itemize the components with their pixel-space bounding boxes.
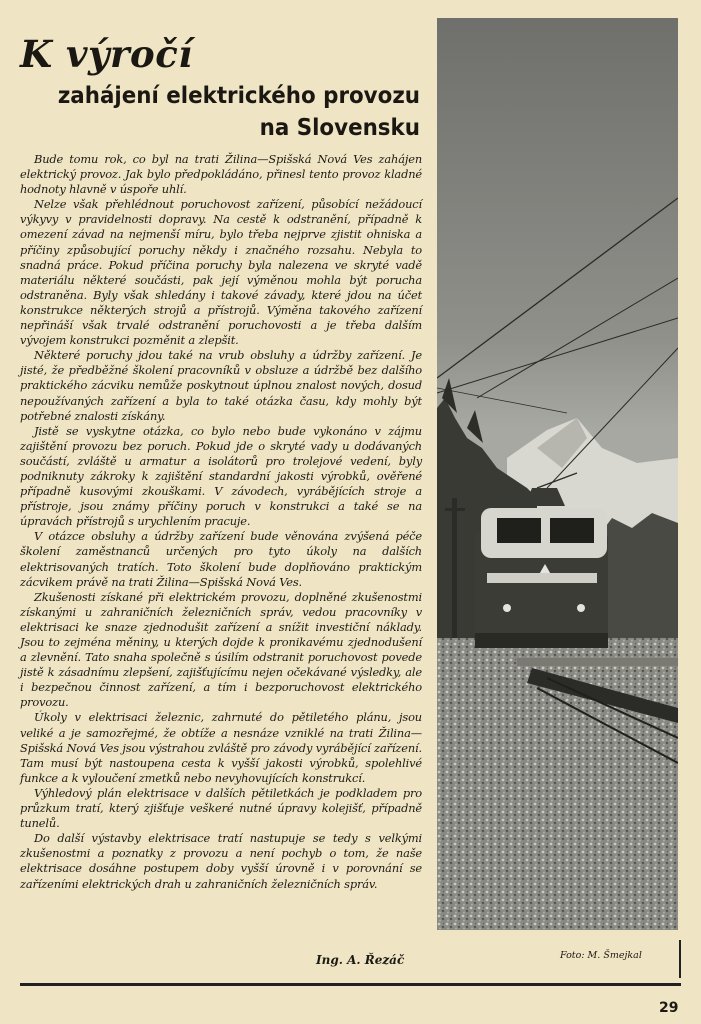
- title-line-3: na Slovensku: [259, 115, 420, 141]
- title-line-1: K výročí: [20, 32, 193, 76]
- paragraph: Zkušenosti získané při elektrickém provozu, doplněné zkušenostmi získanými u zahraničních železničních správ, vedou pracovníky v elektrisaci ke snaze zjednodušit zařízení a snížit investiční náklady. Jsou to zejména měniny, u kterých dojde k pronikavému zjednodušení a zlevnění. Tato snaha společně s úsilím odstranit poruchovost povede jistě k zásadnímu zlepšení, zajišťujícímu nejen očekávané výsledky, ale i bezpečnou činnost zařízení, a tím i bezporuchovost elektrického provozu.: [20, 589, 422, 710]
- paragraph: Bude tomu rok, co byl na trati Žilina—Spišská Nová Ves zahájen elektrický provoz. Jak bylo předpokládáno, přinesl tento provoz kladné hodnoty hlavně v úspoře uhlí.: [20, 152, 422, 197]
- paragraph: Úkoly v elektrisaci železnic, zahrnuté do pětiletého plánu, jsou veliké a je samozřejmé, že obtíže a nesnáze vzniklé na trati Žilina—Spišská Nová Ves jsou výstrahou zvláště pro závody vyrábějící zařízení. Tam musí být nastoupena cesta k vyšší jakosti výrobků, spolehlivé funkce a k vyloučení zmetků nebo nevyhovujících konstrukcí.: [20, 710, 422, 785]
- vertical-rule: [679, 940, 681, 978]
- page-number: 29: [659, 1000, 679, 1016]
- locomotive-illustration: [437, 18, 678, 930]
- paragraph: Některé poruchy jdou také na vrub obsluhy a údržby zařízení. Je jisté, že předběžné školení pracovníků v obsluze a údržbě bez dalšího praktického zácviku nemůže poskytnout úplnou znalost nových, dosud nepoužívaných zařízení a byla to také otázka času, kdy mohly být potřebné znalosti získány.: [20, 348, 422, 423]
- locomotive-photo: [437, 18, 678, 930]
- paragraph: Jistě se vyskytne otázka, co bylo nebo bude vykonáno v zájmu zajištění provozu bez poruch. Pokud jde o skryté vady u dodávaných součástí, zvláště u armatur a isolátorů pro trolejové vedení, byly podniknuty zákroky k zajištění standardní jakosti výrobků, ověřené případně kusovými zkouškami. V závodech, vyrábějících stroje a přístroje, jsou známy příčiny poruch v konstrukci a také se na úpravách přístrojů s urychlením pracuje.: [20, 423, 422, 529]
- title-lines-2-3: [48, 80, 420, 144]
- article-body: [20, 152, 422, 892]
- author-signature: Ing. A. Řezáč: [316, 953, 405, 967]
- photo-caption: Foto: M. Šmejkal: [560, 950, 642, 961]
- paragraph: V otázce obsluhy a údržby zařízení bude věnována zvýšená péče školení zaměstnanců určených pro tyto úkoly na dalších elektrisovaných tratích. Toto školení bude doplňováno praktickým zácvikem právě na trati Žilina—Spišská Nová Ves.: [20, 529, 422, 589]
- paragraph: Do další výstavby elektrisace tratí nastupuje se tedy s velkými zkušenostmi a poznatky z provozu a není pochyb o tom, že naše elektrisace dosáhne postupem doby vyšší úrovně i v porovnání se zařízeními elektrických drah u zahraničních železničních správ.: [20, 831, 422, 891]
- paragraph: Výhledový plán elektrisace v dalších pětiletkách je podkladem pro průzkum tratí, který zjišťuje veškeré nutné úpravy kolejišť, případně tunelů.: [20, 785, 422, 831]
- horizontal-rule: [20, 983, 681, 986]
- title-line-2: zahájení elektrického provozu: [57, 83, 421, 109]
- paragraph: Nelze však přehlédnout poruchovost zařízení, působící nežádoucí výkyvy v pravidelnosti dopravy. Na cestě k odstranění, případně k omezení závad na nejmenší míru, bylo třeba nejprve zjistit ohniska a příčiny způsobující poruchy někdy i značného rozsahu. Nebyla to snadná práce. Pokud příčina poruchy byla nalezena ve skryté vadě materiálu některé součásti, pak její výměnou mohla být porucha odstraněna. Byly však shledány i takové závady, které jdou na účet konstrukce některých strojů a přístrojů. Výměna takového zařízení nepřináší však trvalé odstranění poruchovosti a je třeba dalším vývojem konstrukci pozměnit a zlepšit.: [20, 197, 422, 348]
